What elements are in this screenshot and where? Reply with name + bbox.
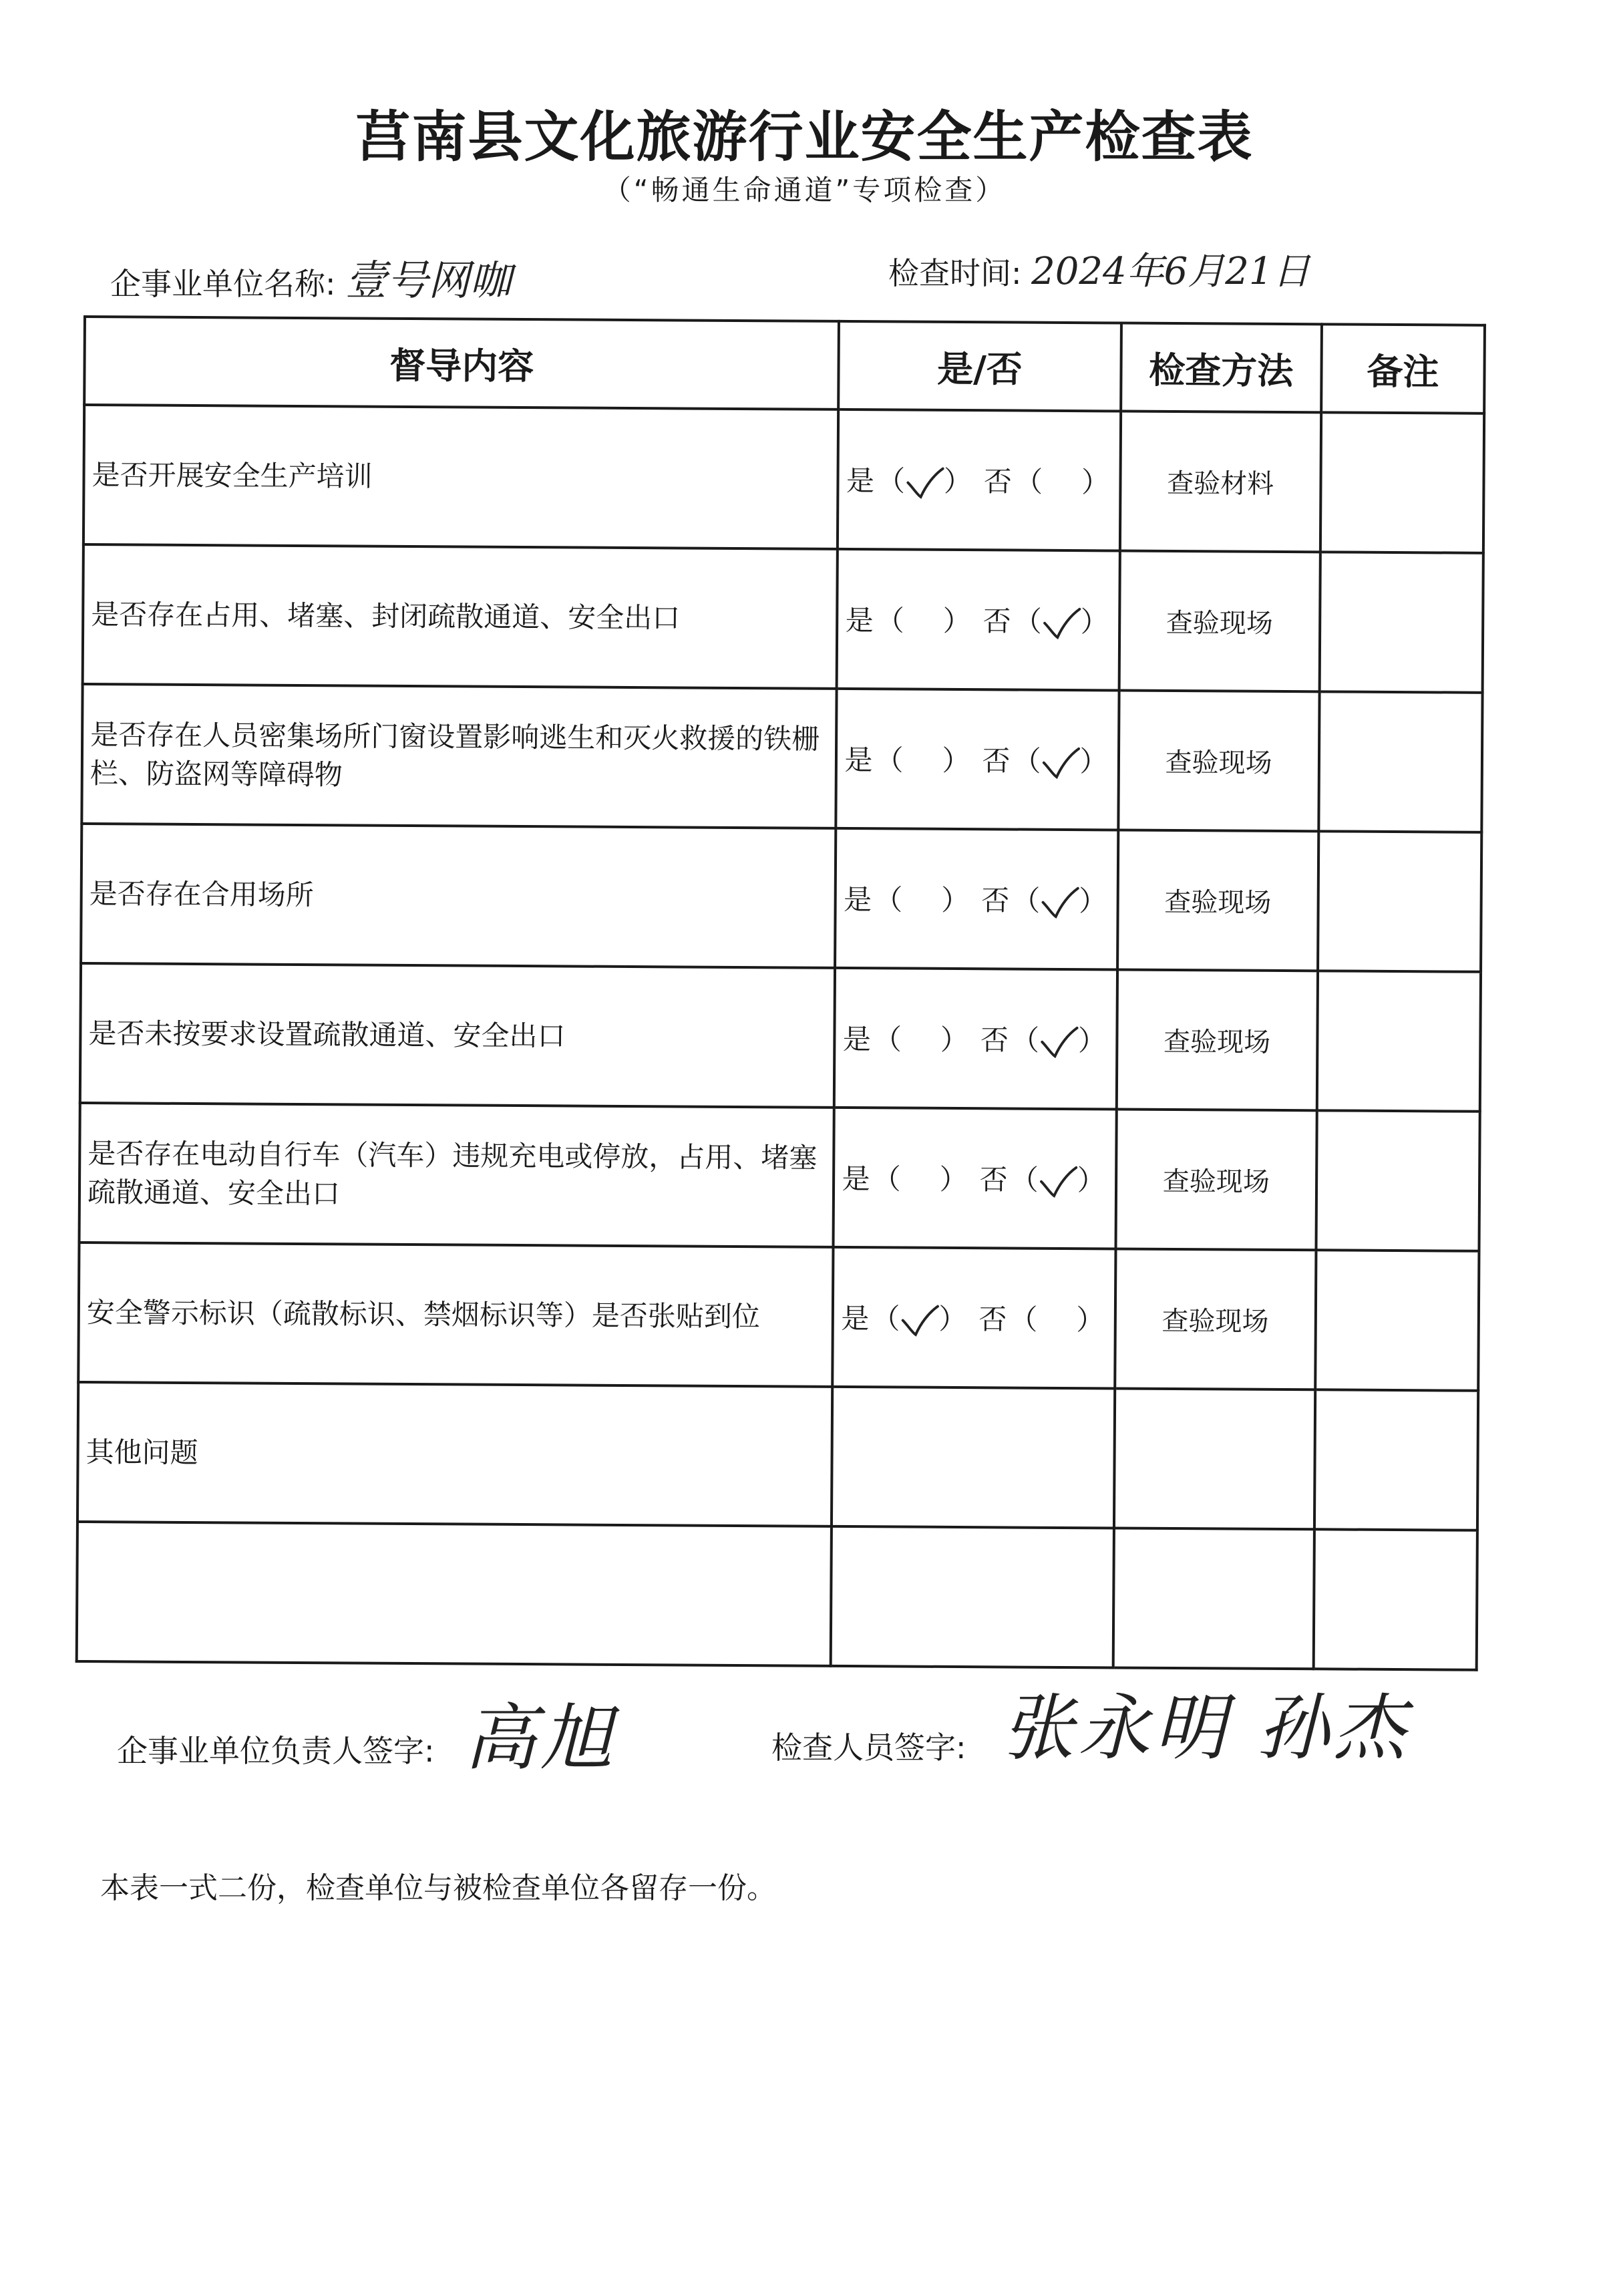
owner-signature-label: 企事业单位负责人签字: [117,1733,435,1769]
inspector-signature-label: 检查人员签字: [771,1730,966,1766]
row-note [1314,1389,1478,1530]
table-row [81,684,1482,832]
row-yes-no: 是（ ） 否（ ） [834,968,1117,1110]
yes-label: 是 [846,464,875,497]
checkmark-icon [1042,606,1081,641]
row-method: 查验现场 [1115,1109,1316,1250]
unit-name-value: 壹号网咖 [345,256,512,305]
row-yes-no: 是（ ） 否（ ） [838,409,1120,551]
checkmark-icon [1039,1025,1078,1059]
table-row [77,1382,1478,1530]
row-method: 查验现场 [1115,1249,1316,1389]
row-note [1318,831,1481,971]
row-content [77,1522,832,1666]
row-method [1113,1528,1314,1669]
row-yes-no: 是（ ） 否（ ） [837,549,1119,691]
footer-note: 本表一式二份，检查单位与被检查单位各留存一份。 [100,1871,776,1905]
owner-signature: 高旭 [464,1697,617,1780]
table-row [83,405,1484,553]
table-body [77,405,1484,1670]
form-title: 莒南县文化旅游行业安全生产检查表 [355,105,1254,169]
row-yes-no: 是（ ） 否（ ） [834,1108,1116,1249]
inspection-date-value: 2024年6月21日 [1031,250,1310,293]
row-content: 是否开展安全生产培训 [83,405,839,549]
row-note [1319,552,1483,692]
row-yes-no: 是（ ） 否（ ） [836,828,1118,970]
no-label: 否 [979,1162,1008,1196]
inspector-signature: 张永明 孙杰 [1002,1687,1410,1770]
row-method: 查验材料 [1119,411,1320,552]
inspection-date-label: 检查时间: [888,255,1022,291]
row-content: 是否存在人员密集场所门窗设置影响逃生和灭火救援的铁栅栏、防盗网等障碍物 [81,684,837,828]
owner-signature-line [117,1697,617,1780]
inspection-date-line [888,242,1310,295]
row-yes-no [832,1387,1114,1528]
row-content: 安全警示标识（疏散标识、禁烟标识等）是否张贴到位 [78,1243,834,1387]
table-row [78,1243,1479,1391]
no-label: 否 [983,464,1013,498]
unit-name-label: 企事业单位名称: [110,266,336,302]
row-content: 是否存在占用、堵塞、封闭疏散通道、安全出口 [83,544,838,689]
yes-label: 是 [844,882,872,916]
inspection-table [75,315,1486,1671]
row-method: 查验现场 [1116,969,1317,1110]
inspector-signature-line [771,1687,1410,1770]
table-row [77,1522,1477,1670]
no-label: 否 [980,1023,1009,1057]
form-subtitle: （“畅通生命通道”专项检查） [602,174,1007,206]
header-yes-no: 是/否 [839,321,1121,412]
yes-label: 是 [842,1022,872,1055]
yes-label: 是 [844,743,873,776]
yes-label: 是 [845,603,874,637]
row-note [1318,691,1482,832]
checkmark-icon [905,466,944,500]
table-row [83,544,1483,693]
checkmark-icon [1038,1164,1077,1199]
no-label: 否 [982,604,1011,638]
table-row [80,963,1481,1112]
row-content: 是否未按要求设置疏散通道、安全出口 [80,963,836,1108]
checkmark-icon [1040,885,1079,920]
row-yes-no [831,1526,1113,1668]
header-method: 检查方法 [1121,323,1322,412]
row-note [1320,412,1484,552]
header-content: 督导内容 [84,317,839,409]
row-yes-no: 是（ ） 否（ ） [836,689,1119,830]
table-header-row [84,317,1485,414]
row-method: 查验现场 [1118,690,1319,831]
table-row [79,1103,1480,1251]
row-method: 查验现场 [1119,550,1320,691]
yes-label: 是 [841,1301,870,1335]
row-note [1316,1110,1479,1251]
row-content: 是否存在合用场所 [81,824,836,968]
row-yes-no: 是（ ） 否（ ） [833,1247,1115,1389]
checkmark-icon [900,1303,938,1338]
row-method [1114,1388,1315,1529]
no-label: 否 [978,1302,1007,1336]
unit-name-line [110,247,511,307]
yes-label: 是 [842,1162,870,1195]
row-method: 查验现场 [1117,830,1318,971]
row-note [1317,971,1481,1111]
checkmark-icon [1041,746,1079,780]
row-content: 其他问题 [77,1382,833,1526]
no-label: 否 [981,883,1010,917]
row-note [1315,1250,1479,1390]
row-note [1313,1529,1477,1669]
no-label: 否 [982,744,1011,778]
header-note: 备注 [1321,324,1485,413]
row-content: 是否存在电动自行车（汽车）违规充电或停放，占用、堵塞疏散通道、安全出口 [79,1103,835,1247]
table-row [81,824,1481,972]
